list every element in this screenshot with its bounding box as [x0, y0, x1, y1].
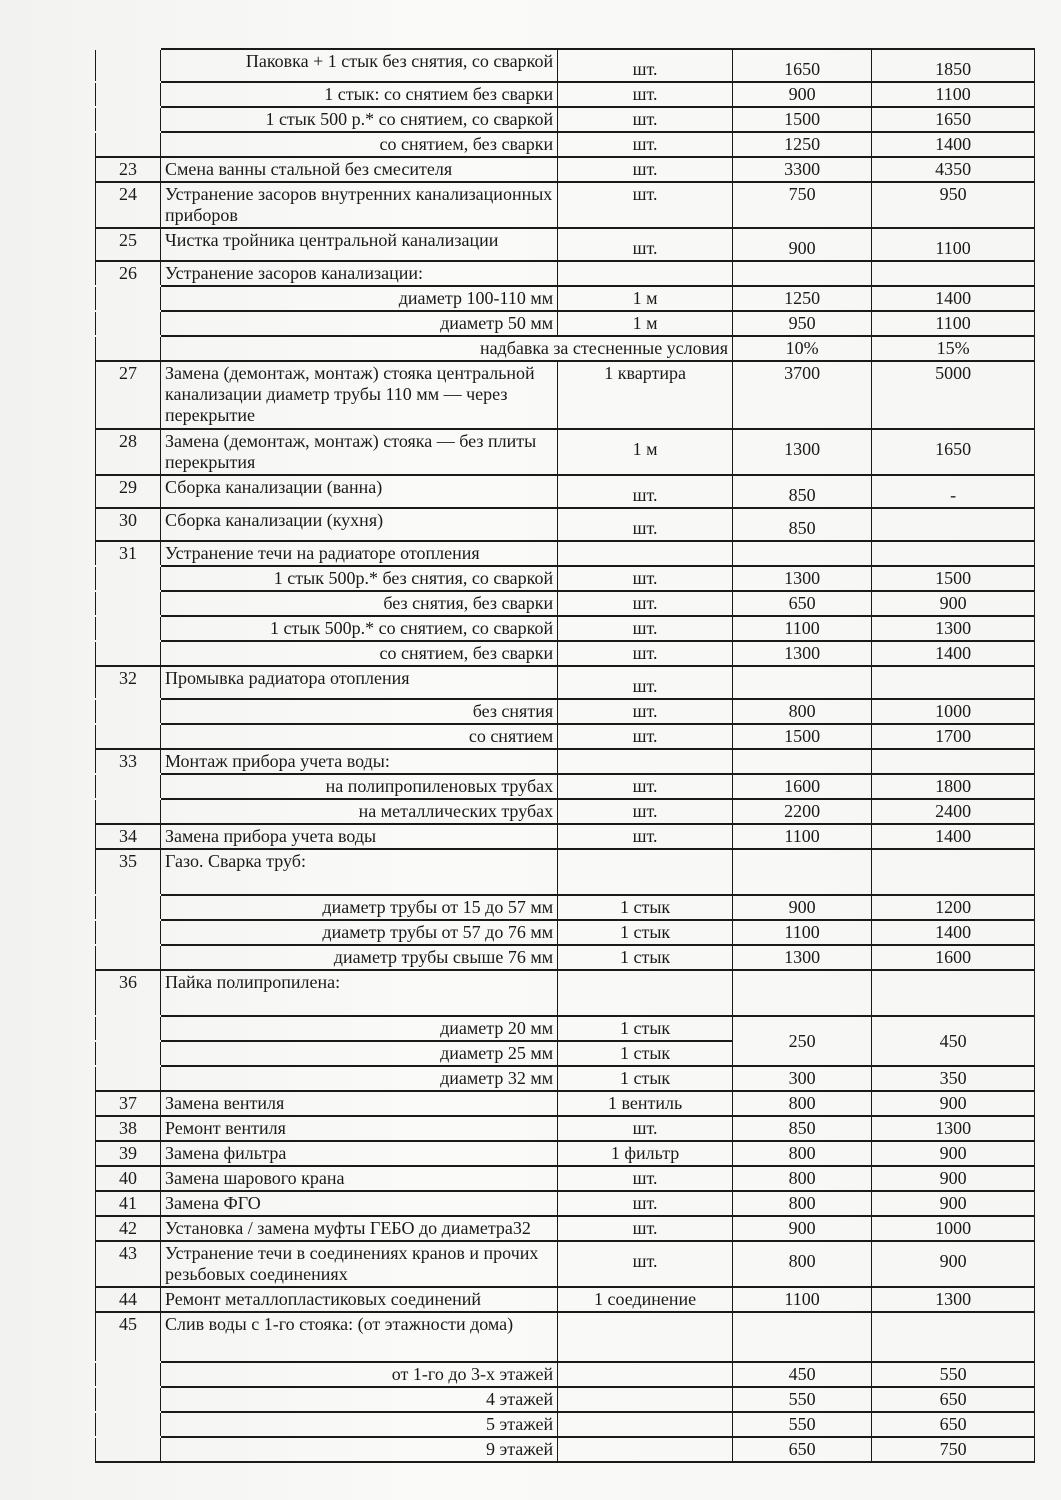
unit: шт.: [558, 1191, 733, 1216]
price-1: 1300: [733, 429, 872, 475]
price-2: 1500: [872, 566, 1035, 591]
unit: 1 м: [558, 286, 733, 311]
price-2: 900: [872, 1191, 1035, 1216]
service-name: Устранение течи в соединениях кранов и прочих резьбовых соединениях: [161, 1241, 558, 1287]
price-1: 650: [733, 1437, 872, 1462]
price-2: 1100: [872, 228, 1035, 261]
price-1: [733, 749, 872, 774]
table-row: [96, 895, 1035, 920]
table-row: [96, 1387, 1035, 1412]
service-name: Устранение засоров канализации:: [161, 261, 558, 286]
row-number: 30: [96, 508, 161, 541]
table-row: [96, 508, 1035, 541]
table-row: [96, 970, 1035, 1016]
table-row: [96, 1437, 1035, 1462]
price-1: 1300: [733, 641, 872, 666]
price-1: 550: [733, 1412, 872, 1437]
table-row: [96, 182, 1035, 228]
surcharge-2: 15%: [872, 336, 1035, 361]
unit: 1 вентиль: [558, 1091, 733, 1116]
service-name: 9 этажей: [161, 1437, 558, 1462]
price-1: 800: [733, 699, 872, 724]
service-name: со снятием: [161, 724, 558, 749]
row-number: [96, 1016, 161, 1041]
price-2: 1000: [872, 1216, 1035, 1241]
row-number: 45: [96, 1312, 161, 1362]
unit: 1 стык: [558, 920, 733, 945]
unit: шт.: [558, 641, 733, 666]
row-number: [96, 566, 161, 591]
price-1: 1100: [733, 920, 872, 945]
price-2: [872, 666, 1035, 699]
row-number: [96, 286, 161, 311]
price-2: [872, 541, 1035, 566]
table-row: [96, 824, 1035, 849]
unit: шт.: [558, 49, 733, 82]
price-1: 850: [733, 475, 872, 508]
service-name: диаметр трубы свыше 76 мм: [161, 945, 558, 970]
price-1: 1300: [733, 945, 872, 970]
row-number: [96, 895, 161, 920]
row-number: [96, 699, 161, 724]
unit: шт.: [558, 1166, 733, 1191]
service-name: без снятия, без сварки: [161, 591, 558, 616]
price-1: 2200: [733, 799, 872, 824]
row-number: [96, 774, 161, 799]
unit: шт.: [558, 616, 733, 641]
price-1: 800: [733, 1241, 872, 1287]
service-name: от 1-го до 3-х этажей: [161, 1362, 558, 1387]
price-2: 450: [872, 1016, 1035, 1066]
price-2: [872, 1312, 1035, 1362]
price-2: 1800: [872, 774, 1035, 799]
row-number: [96, 799, 161, 824]
service-name: Замена вентиля: [161, 1091, 558, 1116]
row-number: [96, 1387, 161, 1412]
unit: [558, 541, 733, 566]
table-row: [96, 1412, 1035, 1437]
row-number: [96, 132, 161, 157]
unit: шт.: [558, 157, 733, 182]
price-2: 1400: [872, 824, 1035, 849]
price-2: 900: [872, 1166, 1035, 1191]
table-row: [96, 724, 1035, 749]
price-2: [872, 849, 1035, 895]
service-name: Замена ФГО: [161, 1191, 558, 1216]
table-row: [96, 945, 1035, 970]
unit: шт.: [558, 724, 733, 749]
price-2: 1400: [872, 132, 1035, 157]
price-1: 550: [733, 1387, 872, 1412]
table-row: [96, 1216, 1035, 1241]
table-row: [96, 1362, 1035, 1387]
price-2: 5000: [872, 361, 1035, 429]
service-name: Слив воды с 1-го стояка: (от этажности дома): [161, 1312, 558, 1362]
price-1: 3700: [733, 361, 872, 429]
price-1: [733, 666, 872, 699]
service-name: 5 этажей: [161, 1412, 558, 1437]
row-number: 24: [96, 182, 161, 228]
row-number: 34: [96, 824, 161, 849]
price-1: 1600: [733, 774, 872, 799]
price-2: [872, 970, 1035, 1016]
price-2: 1000: [872, 699, 1035, 724]
table-row: [96, 1166, 1035, 1191]
unit: 1 стык: [558, 895, 733, 920]
unit: шт.: [558, 591, 733, 616]
row-number: 38: [96, 1116, 161, 1141]
price-list-table: [95, 48, 1035, 1463]
price-1: 1100: [733, 824, 872, 849]
table-row: [96, 261, 1035, 286]
unit: шт.: [558, 699, 733, 724]
price-2: 650: [872, 1387, 1035, 1412]
table-row: [96, 286, 1035, 311]
row-number: 37: [96, 1091, 161, 1116]
table-row: [96, 49, 1035, 82]
unit: [558, 1412, 733, 1437]
unit: шт.: [558, 774, 733, 799]
table-row: [96, 1091, 1035, 1116]
table-row: [96, 1016, 1035, 1041]
price-2: 350: [872, 1066, 1035, 1091]
table-row: [96, 82, 1035, 107]
price-1: 1500: [733, 107, 872, 132]
row-number: 27: [96, 361, 161, 429]
unit: 1 стык: [558, 1016, 733, 1041]
table-row: [96, 361, 1035, 429]
price-1: 1500: [733, 724, 872, 749]
price-2: [872, 261, 1035, 286]
table-row: [96, 616, 1035, 641]
unit: [558, 970, 733, 1016]
table-row: [96, 1116, 1035, 1141]
unit: шт.: [558, 666, 733, 699]
row-number: [96, 49, 161, 82]
row-number: [96, 641, 161, 666]
service-name: 1 стык 500р.* со снятием, со сваркой: [161, 616, 558, 641]
row-number: [96, 1041, 161, 1066]
service-name: Сборка канализации (ванна): [161, 475, 558, 508]
table-row: [96, 749, 1035, 774]
price-2: 900: [872, 591, 1035, 616]
row-number: [96, 107, 161, 132]
table-row: [96, 228, 1035, 261]
price-2: 1300: [872, 1116, 1035, 1141]
service-name: Устранение засоров внутренних канализационных приборов: [161, 182, 558, 228]
row-number: [96, 591, 161, 616]
row-number: 40: [96, 1166, 161, 1191]
unit: 1 стык: [558, 1041, 733, 1066]
unit: [558, 1387, 733, 1412]
service-name: Монтаж прибора учета воды:: [161, 749, 558, 774]
price-1: 450: [733, 1362, 872, 1387]
price-2: -: [872, 475, 1035, 508]
table-row: [96, 1191, 1035, 1216]
price-1: [733, 970, 872, 1016]
row-number: 43: [96, 1241, 161, 1287]
unit: 1 фильтр: [558, 1141, 733, 1166]
row-number: [96, 1412, 161, 1437]
row-number: 31: [96, 541, 161, 566]
unit: 1 м: [558, 311, 733, 336]
price-1: 900: [733, 228, 872, 261]
row-number: 41: [96, 1191, 161, 1216]
price-2: 900: [872, 1141, 1035, 1166]
price-1: 300: [733, 1066, 872, 1091]
unit: шт.: [558, 1241, 733, 1287]
service-name: со снятием, без сварки: [161, 132, 558, 157]
price-1: 900: [733, 82, 872, 107]
price-1: 1250: [733, 132, 872, 157]
price-1: 800: [733, 1166, 872, 1191]
unit: шт.: [558, 475, 733, 508]
price-2: 1100: [872, 82, 1035, 107]
row-number: [96, 724, 161, 749]
row-number: 29: [96, 475, 161, 508]
unit: шт.: [558, 508, 733, 541]
service-name: диаметр 100-110 мм: [161, 286, 558, 311]
unit: 1 м: [558, 429, 733, 475]
table-row: [96, 591, 1035, 616]
table-row: [96, 1241, 1035, 1287]
table-row: [96, 107, 1035, 132]
service-name: со снятием, без сварки: [161, 641, 558, 666]
service-name: диаметр трубы от 15 до 57 мм: [161, 895, 558, 920]
price-2: 1700: [872, 724, 1035, 749]
row-number: 25: [96, 228, 161, 261]
row-number: 42: [96, 1216, 161, 1241]
price-2: 1300: [872, 1287, 1035, 1312]
price-1: 800: [733, 1191, 872, 1216]
service-name: 1 стык: со снятием без сварки: [161, 82, 558, 107]
table-row: [96, 336, 1035, 361]
price-1: 850: [733, 1116, 872, 1141]
price-1: 3300: [733, 157, 872, 182]
table-row: [96, 1312, 1035, 1362]
unit: 1 квартира: [558, 361, 733, 429]
table-row: [96, 666, 1035, 699]
unit: шт.: [558, 799, 733, 824]
price-2: [872, 508, 1035, 541]
table-row: [96, 699, 1035, 724]
price-2: 1200: [872, 895, 1035, 920]
service-name: надбавка за стесненные условия: [161, 336, 733, 361]
price-2: 900: [872, 1241, 1035, 1287]
price-2: 1650: [872, 429, 1035, 475]
price-1: [733, 261, 872, 286]
unit: шт.: [558, 824, 733, 849]
row-number: [96, 1066, 161, 1091]
row-number: 39: [96, 1141, 161, 1166]
table-row: [96, 1066, 1035, 1091]
service-name: Ремонт вентиля: [161, 1116, 558, 1141]
service-name: на полипропиленовых трубах: [161, 774, 558, 799]
price-1: 900: [733, 895, 872, 920]
unit: [558, 849, 733, 895]
table-row: [96, 541, 1035, 566]
price-1: 950: [733, 311, 872, 336]
price-2: 1100: [872, 311, 1035, 336]
price-1: 800: [733, 1091, 872, 1116]
price-1: 1100: [733, 1287, 872, 1312]
price-2: 2400: [872, 799, 1035, 824]
row-number: 28: [96, 429, 161, 475]
table-row: [96, 566, 1035, 591]
unit: 1 соединение: [558, 1287, 733, 1312]
price-1: 1100: [733, 616, 872, 641]
service-name: Устранение течи на радиаторе отопления: [161, 541, 558, 566]
service-name: диаметр 25 мм: [161, 1041, 558, 1066]
row-number: [96, 82, 161, 107]
price-1: 1650: [733, 49, 872, 82]
unit: [558, 749, 733, 774]
unit: [558, 1362, 733, 1387]
table-row: [96, 1141, 1035, 1166]
service-name: диаметр трубы от 57 до 76 мм: [161, 920, 558, 945]
table-row: [96, 475, 1035, 508]
service-name: диаметр 20 мм: [161, 1016, 558, 1041]
unit: 1 стык: [558, 945, 733, 970]
price-1: 850: [733, 508, 872, 541]
service-name: Чистка тройника центральной канализации: [161, 228, 558, 261]
row-number: [96, 920, 161, 945]
table-row: [96, 132, 1035, 157]
unit: шт.: [558, 228, 733, 261]
unit: шт.: [558, 82, 733, 107]
service-name: Ремонт металлопластиковых соединений: [161, 1287, 558, 1312]
unit: шт.: [558, 1216, 733, 1241]
price-2: 1400: [872, 920, 1035, 945]
row-number: [96, 945, 161, 970]
unit: [558, 1437, 733, 1462]
row-number: [96, 336, 161, 361]
table-row: [96, 849, 1035, 895]
price-2: 1850: [872, 49, 1035, 82]
service-name: Установка / замена муфты ГЕБО до диаметра32: [161, 1216, 558, 1241]
price-1: 250: [733, 1016, 872, 1066]
price-1: 1300: [733, 566, 872, 591]
price-2: 1400: [872, 286, 1035, 311]
service-name: Паковка + 1 стык без снятия, со сваркой: [161, 49, 558, 82]
row-number: [96, 616, 161, 641]
price-2: 1400: [872, 641, 1035, 666]
price-1: 900: [733, 1216, 872, 1241]
row-number: [96, 1362, 161, 1387]
service-name: Замена прибора учета воды: [161, 824, 558, 849]
service-name: Смена ванны стальной без смесителя: [161, 157, 558, 182]
service-name: Сборка канализации (кухня): [161, 508, 558, 541]
unit: шт.: [558, 107, 733, 132]
row-number: 44: [96, 1287, 161, 1312]
unit: шт.: [558, 132, 733, 157]
service-name: диаметр 32 мм: [161, 1066, 558, 1091]
service-name: диаметр 50 мм: [161, 311, 558, 336]
price-2: [872, 749, 1035, 774]
service-name: Замена (демонтаж, монтаж) стояка центральной канализации диаметр трубы 110 мм — через перекрытие: [161, 361, 558, 429]
table-row: [96, 920, 1035, 945]
row-number: [96, 311, 161, 336]
price-2: 900: [872, 1091, 1035, 1116]
surcharge-1: 10%: [733, 336, 872, 361]
row-number: 23: [96, 157, 161, 182]
unit: [558, 1312, 733, 1362]
row-number: 33: [96, 749, 161, 774]
unit: [558, 261, 733, 286]
table-row: [96, 774, 1035, 799]
row-number: 32: [96, 666, 161, 699]
service-name: без снятия: [161, 699, 558, 724]
price-1: 750: [733, 182, 872, 228]
price-1: 650: [733, 591, 872, 616]
price-2: 1650: [872, 107, 1035, 132]
row-number: 35: [96, 849, 161, 895]
service-name: Газо. Сварка труб:: [161, 849, 558, 895]
service-name: Замена фильтра: [161, 1141, 558, 1166]
price-2: 550: [872, 1362, 1035, 1387]
table-row: [96, 429, 1035, 475]
unit: шт.: [558, 566, 733, 591]
unit: шт.: [558, 182, 733, 228]
price-1: 1250: [733, 286, 872, 311]
price-1: 800: [733, 1141, 872, 1166]
unit: 1 стык: [558, 1066, 733, 1091]
service-name: 4 этажей: [161, 1387, 558, 1412]
row-number: 36: [96, 970, 161, 1016]
row-number: [96, 1437, 161, 1462]
service-name: 1 стык 500 р.* со снятием, со сваркой: [161, 107, 558, 132]
service-name: 1 стык 500р.* без снятия, со сваркой: [161, 566, 558, 591]
table-row: [96, 1287, 1035, 1312]
service-name: Замена (демонтаж, монтаж) стояка — без плиты перекрытия: [161, 429, 558, 475]
row-number: 26: [96, 261, 161, 286]
service-name: Замена шарового крана: [161, 1166, 558, 1191]
price-2: 1300: [872, 616, 1035, 641]
service-name: Промывка радиатора отопления: [161, 666, 558, 699]
table-row: [96, 641, 1035, 666]
price-1: [733, 1312, 872, 1362]
price-2: 4350: [872, 157, 1035, 182]
table-row: [96, 799, 1035, 824]
table-row: [96, 311, 1035, 336]
service-name: Пайка полипропилена:: [161, 970, 558, 1016]
price-1: [733, 541, 872, 566]
price-2: 950: [872, 182, 1035, 228]
price-2: 650: [872, 1412, 1035, 1437]
table-row: [96, 157, 1035, 182]
price-2: 1600: [872, 945, 1035, 970]
unit: шт.: [558, 1116, 733, 1141]
service-name: на металлических трубах: [161, 799, 558, 824]
price-2: 750: [872, 1437, 1035, 1462]
price-1: [733, 849, 872, 895]
